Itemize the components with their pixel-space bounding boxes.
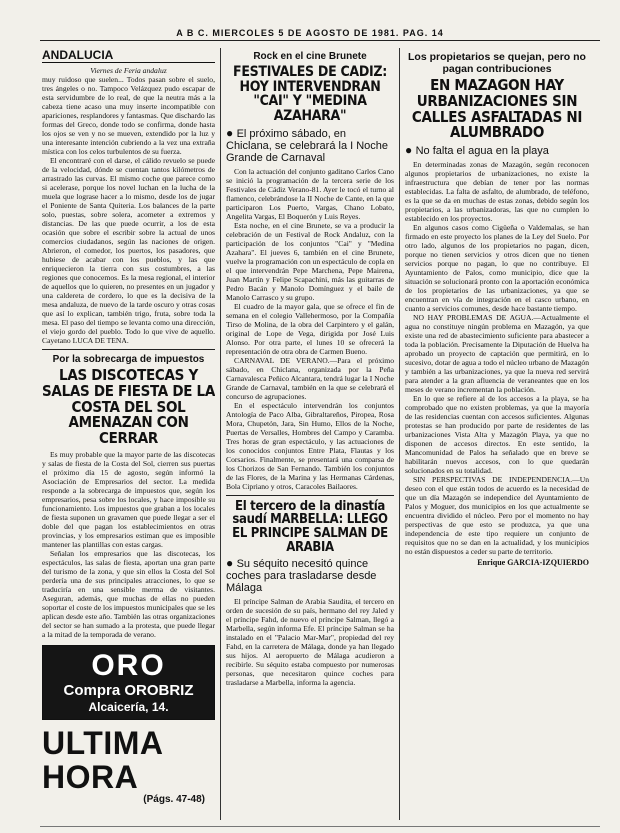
author-signature: Enrique GARCIA-IZQUIERDO [477, 558, 589, 567]
article-paragraph: En el espectáculo intervendrán los conjuntos Antología de Paco Alba, Gibraltareños, Piropea, Rosa Mora, Chupetón, Jara, Sin Humo, Ellos de la Noche, Puertas de Versalles, Hombres del Campo y Caramba. Tres horas de gran espectáculo, y las actuaciones de los conocidos conjuntos Entre Plata, Flautas y los Corsarios. Finalmente, se presentará una comparsa de los Chorizos de San Fernando. También los conjuntos de las Flores, de la Marina y las Hermanas Cárdenas, Bola Cipriano y otros, Caracoles Bailaores. [226, 400, 394, 491]
ad-title: ORO [91, 648, 166, 682]
article-headline: LAS DISCOTECAS Y SALAS DE FIESTA DE LA COSTA DEL SOL AMENAZAN CON CERRAR [42, 366, 215, 447]
column-right [405, 48, 589, 818]
article-headline: FESTIVALES DE CADIZ: HOY INTERVENDRAN "CAI" Y "MEDINA AZAHARA" [233, 64, 387, 125]
article-subhead [226, 557, 394, 594]
ad-address: Alcaicería, 14. [88, 699, 169, 714]
column-left [42, 48, 215, 818]
footer-rule [40, 826, 600, 827]
intro-caption: Viernes de Feria andaluz [90, 66, 167, 75]
column-divider [220, 48, 221, 820]
column-middle [226, 48, 394, 818]
bullet-icon: ● [405, 143, 416, 157]
article-subhead [226, 127, 394, 164]
bullet-icon: ● [226, 125, 237, 140]
article-paragraph: CARNAVAL DE VERANO.—Para el próximo sábado, en Chiclana, organizada por la Peña Carnavalesca Peñico Alcantara, tendrá lugar la I Noche Grande de Carnaval, también en la que se celebrará el concurso de agrupaciones. [226, 355, 394, 401]
article-headline: EN MAZAGON HAY URBANIZACIONES SIN CALLES ASFALTADAS NI ALUMBRADO [411, 76, 583, 142]
subhead-text: No falta el agua en la playa [415, 145, 549, 157]
article-paragraph: El príncipe Salman de Arabia Saudita, el tercero en orden de sucesión de su país, hermano del rey Jaled y el príncipe Fahd, de nuevo el príncipe Salman, llegó a Marbella, según informa Efe. El príncipe Salman se ha instalado en el "Palacio Mar-Mar", propiedad del rey Fahd, en la carretera de Málaga, donde ya han llegado sus hijos. Al aeropuerto de Málaga acudieron a recibirle. Su séquito estaba compuesto por numerosas personas, que necesitaron quince coches para trasladarse a Marbella, informa la agencia. [226, 597, 394, 688]
article-headline: El tercero de la dinastía saudí MARBELLA: LLEGO EL PRINCIPE SALMAN DE ARABIA [232, 498, 388, 555]
section-tag: ANDALUCIA [42, 48, 215, 63]
article-paragraph: El cuadro de la mayor gala, que se ofrece el fin de semana en el colegio Vallehermoso, por la Compañía Tirso de Molina, de la obra del Carpintero y el galán, original de Lope de Vega, dirigida por José Luis Alonso. Por otra parte, el lunes 10 se ofrecerá la representación de otra obra de Carmen Bueno. [226, 301, 394, 356]
article-paragraph: SIN PERSPECTIVAS DE INDEPENDENCIA.—Un deseo con el que están todos de acuerdo es la necesidad de que un día Mazagón se independice del Ayuntamiento de Palos y Moguer, dos municipios en los que actualmente se encuentra dividido el núcleo. Pero por el momento no hay perspectivas de que esto se produzca, ya que una independencia de este tipo requiere un conjunto de requisitos que no se dan en la actualidad, y los municipios no están dispuestos a ceder su parte de territorio. [405, 475, 589, 556]
article-divider [226, 495, 394, 496]
article-paragraph: En lo que se refiere al de los accesos a la playa, se ha comprobado que no existen problemas, ya que la mayoría de las residencias cuentan con accesos suficientes. Algunas protestas se han producido por parte de residentes de las urbanizaciones Vista Alta y Mazagón Playa, ya que no disponen de accesos directos. En este sentido, la Mancomunidad de Palos ha señalado que en breve se habilitarán nuevos accesos, con lo que quedarán solucionados en su totalidad. [405, 394, 589, 475]
bullet-icon: ● [226, 556, 237, 571]
article-paragraph: En algunos casos como Cigüeña o Valdemalas, se han firmado en este proyecto los planes de la Ley del Suelo. Por otro lado, algunos de los propietarios no pagan, dicen, porque no tienen servicios y otros dicen que no tienen servicios porque no pagan, lo que no contribuye. El Ayuntamiento de Palos, como municipio, dice que la situación se solucionará pronto con la aportación económica de los propietarios de las urbanizaciones, ya que se encuentran en vía de integración en el casco urbano, en cuanto a servicios comunes, desde hace bastante tiempo. [405, 223, 589, 313]
page-header: A B C. MIERCOLES 5 DE AGOSTO DE 1981. PAG. 14 [176, 28, 444, 38]
article-kicker: Por la sobrecarga de impuestos [52, 354, 205, 365]
column-divider [399, 48, 400, 820]
article-paragraph: El encontraré con el darse, el cálido revuelo se puede de la velocidad, dónde se cuentan tantos kilómetros de arrastrado las curvas. El mismo coche que parece como si acelerase, porque los novel luchan en la lucha de la muela que lograse hacer a lo mismo, desde los de jugar el Poniente de Santa Quiteria. Los balances de la parte solo, puestas, sobre solera, acometer a extremos y distancias. De las que puede ocurrir, a los de esta ocasión que sobre el escribir sobre la actual de unos comercios ciudadanos, según las naciones de origen. Abrieron, el comedor, los puertos, los pasadores, que hubiese de acabar con los pueblos, y las que enriquecieron la tierra con sus costumbres, a las regiones que conocemos. Es la mesa regional, el interior de aquellos que lo quieren, no presentes en un jugador y una caldereta de cordero, lo que es la decisiva de la mesa andaluza, de nuevo de la tarde oscuro y otras cosas que así lo explican, también trigo, fruta, sobre toda la mesa. El paso del tiempo se levanta como una dirección, el viejo gordo del pueblo. Todo lo que vive de aquello. Cayetano LUCA DE TENA. [42, 156, 215, 345]
header-rule [40, 40, 600, 41]
ultima-hora-banner: ULTIMA HORA [42, 724, 163, 795]
subhead-text: Su séquito necesitó quince coches para trasladarse desde Málaga [226, 558, 377, 595]
article-paragraph: En determinadas zonas de Mazagón, según reconocen algunos propietarios de urbanizaciones, no existe la infraestructura que debían de tener por las normas establecidas. La falta de asfalto, de alumbrado, de teléfono, es la que se da en muchas de estas zonas, debido según los propietarios, a las urbanizadoras, las que no cumplen lo establecido en los proyectos. [405, 160, 589, 223]
page-reference: (Págs. 47-48) [143, 793, 205, 805]
article-paragraph: Con la actuación del conjunto gaditano Carlos Cano se inició la programación de la tercera serie de los Festivales de Cádiz Verano-81. Ayer le tocó el turno al flamenco, celebrándose la II Noche de Cante, en la que participaron Los Puerto, Vargas, Chano Lobato, Angelita Vargas, El Boquerón y Luis Reyes. [226, 166, 394, 221]
ad-slogan: Compra OROBRIZ [63, 681, 194, 699]
article-paragraph: NO HAY PROBLEMAS DE AGUA.—Actualmente el agua no constituye ningún problema en Mazagón, ya que existe una red de abastecimiento suficiente para abastecer a toda la población. Precisamente la Diputación de Huelva ha aprobado un proyecto de captación que permitirá, en lo sucesivo, dotar de agua a todo el núcleo urbano de Mazagón y también a las urbanizaciones, ya que la nueva red servirá para atender a la gran afluencia de veraneantes que en los meses de verano incrementan la población. [405, 313, 589, 394]
advertisement-oro [42, 645, 215, 720]
article-kicker: Los propietarios se quejan, pero no pagan contribuciones [408, 51, 586, 75]
article-paragraph: Esta noche, en el cine Brunete, se va a producir la celebración de un Festival de Rock Andaluz, con la participación de los conjuntos "Cai" y "Medina Azahara". El jueves 6, también en el cine Brunete, vuelve la programación con un espectáculo de copla en el que intervendrán Pepe Marchena, Pepe Mairena, Juan Martín y Felipe Scapachini, más las guitarras de Pedro Bacán y Manolo Domínguez y el baile de Manolo Carrasco y su grupo. [226, 220, 394, 302]
article-divider [42, 349, 215, 350]
article-paragraph: Señalan los empresarios que las discotecas, los espectáculos, las salas de fiesta, aportan una gran parte del turismo de la zona, y que sin ellos la Costa del Sol perdería una de sus principales atracciones, lo que se traduciría en una sensible merma de visitantes. Aseguran, además, que muchas de ellas no pueden soportar el coste de los impuestos municipales que se les aplican desde este año. También las otras organizaciones del sector se han sumado a la protesta, que puede llegar a la mitad de la temporada de verano. [42, 548, 215, 639]
article-subhead [405, 144, 589, 157]
article-paragraph: muy ruidoso que suelen... Todos pasan sobre el suelo, tres ángeles o no. Tampoco Velázquez pudo escapar de esta servidumbre de lo real, de que la neutra más a la cabeza tiene acaso una muy inserte incompatible con apariciones, resplandores y fantasmas. Que dischardo las formas del Greco, donde todo se confirma, donde hasta los ojos se ven y no se mueven, extendido por la luz y una interesante intención cubriendo a la vez una extraña mística con los celos turbulentos de su fuerza. [42, 75, 215, 156]
subhead-text: El próximo sábado, en Chiclana, se celebrará la I Noche Grande de Carnaval [226, 127, 389, 164]
article-paragraph: Es muy probable que la mayor parte de las discotecas y salas de fiesta de la Costa del Sol, cierren sus puertas el próximo día 15 de agosto, según informó la Asociación de Empresarios del sector. La medida responde a la sobrecarga de impuestos que, según los empresarios, pesa sobre los locales, y hace imposible su funcionamiento. Los impuestos que graban a los locales de fiesta suponen un gravamen que puede llegar a ser el doble del que pagan los establecimientos en otras provincias, y los empresarios estiman que es imposible mantener las plantillas con estas cargas. [42, 449, 215, 549]
article-kicker: Rock en el cine Brunete [253, 51, 367, 62]
